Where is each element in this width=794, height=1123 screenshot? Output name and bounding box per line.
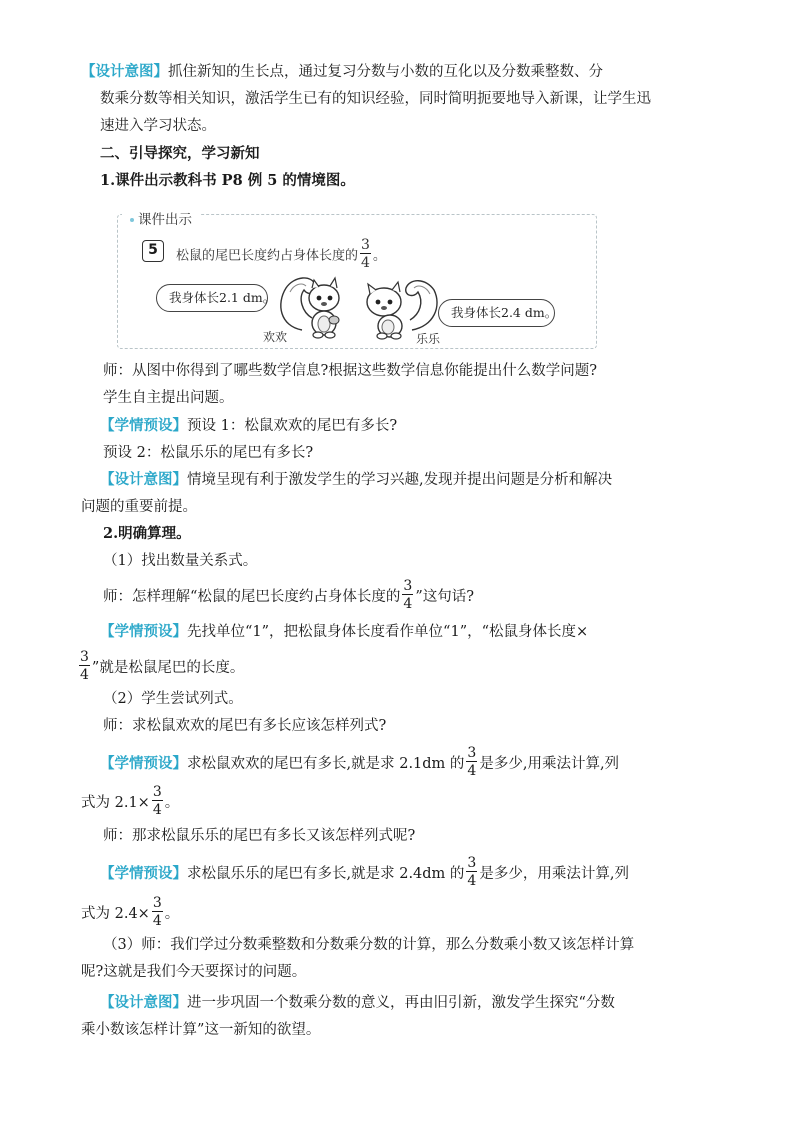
speech-bubble-lele: 我身体长2.4 dm。 bbox=[438, 299, 555, 327]
paragraph-line bbox=[77, 649, 717, 684]
fraction bbox=[152, 785, 163, 817]
step-heading: 2.明确算理。 bbox=[103, 525, 191, 542]
paragraph-line bbox=[100, 88, 740, 110]
paragraph-text: 数乘分数等相关知识，激活学生已有的知识经验，同时简明扼要地导入新课，让学生迅 bbox=[100, 91, 651, 107]
fraction-numerator: 3 bbox=[467, 855, 477, 871]
preset-text: 求松鼠乐乐的尾巴有多长,就是求 2.4dm 的 bbox=[187, 866, 465, 882]
paragraph-line bbox=[81, 895, 721, 930]
learning-preset-4 bbox=[100, 745, 740, 780]
paragraph-text: 情境呈现有利于激发学生的学习兴趣,发现并提出问题是分析和解决 bbox=[187, 472, 613, 488]
speech-bubble-huanhuan: 我身体长2.1 dm。 bbox=[156, 284, 268, 312]
design-intent-paragraph-1 bbox=[81, 61, 721, 83]
fraction bbox=[79, 650, 90, 682]
fraction-numerator: 3 bbox=[152, 895, 162, 911]
question-text: 师：怎样理解“松鼠的尾巴长度约占身体长度的 bbox=[103, 589, 401, 605]
learning-preset-3 bbox=[100, 621, 740, 643]
learning-preset-tag: 【学情预设】 bbox=[100, 623, 187, 640]
preset-text: ”就是松鼠尾巴的长度。 bbox=[91, 660, 245, 676]
fraction-numerator: 3 bbox=[467, 745, 477, 761]
question-text: ”这句话? bbox=[415, 589, 475, 605]
teacher-question-2 bbox=[103, 578, 743, 613]
learning-preset-tag: 【学情预设】 bbox=[100, 865, 187, 882]
sub-step-3: （3）师：我们学过分数乘整数和分数乘分数的计算，那么分数乘小数又该怎样计算 bbox=[103, 937, 635, 953]
problem-end: 。 bbox=[372, 248, 386, 264]
fraction-denominator: 4 bbox=[152, 913, 162, 929]
fraction bbox=[466, 856, 477, 888]
paragraph-line: 问题的重要前提。 bbox=[81, 499, 197, 515]
preset-text: 预设 1：松鼠欢欢的尾巴有多长? bbox=[187, 418, 398, 434]
example-number-badge: 5 bbox=[142, 240, 164, 262]
fraction bbox=[402, 579, 413, 611]
fraction-denominator: 4 bbox=[152, 802, 162, 818]
teacher-question-3: 师：求松鼠欢欢的尾巴有多长应该怎样列式? bbox=[103, 718, 387, 734]
section-heading: 二、引导探究，学习新知 bbox=[100, 145, 260, 162]
paragraph-text: 抓住新知的生长点，通过复习分数与小数的互化以及分数乘整数、分 bbox=[168, 64, 603, 80]
paragraph-text: 进一步巩固一个数乘分数的意义，再由旧引新，激发学生探究“分数 bbox=[187, 995, 615, 1011]
fraction bbox=[466, 746, 477, 778]
formula-text: 式为 2.1× bbox=[81, 795, 150, 811]
fraction-numerator: 3 bbox=[361, 237, 370, 253]
problem-text: 松鼠的尾巴长度约占身体长度的 bbox=[176, 248, 359, 264]
formula-end: 。 bbox=[164, 906, 180, 922]
fraction-numerator: 3 bbox=[80, 649, 89, 665]
preset-text: 求松鼠欢欢的尾巴有多长,就是求 2.1dm 的 bbox=[187, 756, 465, 772]
paragraph-line: 呢?这就是我们今天要探讨的问题。 bbox=[81, 964, 307, 980]
fraction-denominator: 4 bbox=[467, 763, 477, 779]
squirrel-name-huanhuan: 欢欢 bbox=[263, 330, 288, 344]
fraction-denominator: 4 bbox=[403, 596, 413, 612]
fraction-denominator: 4 bbox=[361, 255, 370, 271]
fraction-denominator: 4 bbox=[80, 667, 89, 683]
learning-preset-tag: 【学情预设】 bbox=[100, 417, 187, 434]
teacher-question-4: 师：那求松鼠乐乐的尾巴有多长又该怎样列式呢? bbox=[103, 828, 416, 844]
paragraph-text: 速进入学习状态。 bbox=[100, 118, 216, 134]
design-intent-paragraph-3 bbox=[100, 992, 740, 1014]
sub-step-1: （1）找出数量关系式。 bbox=[103, 553, 258, 569]
paragraph-line: 乘小数该怎样计算”这一新知的欲望。 bbox=[81, 1022, 321, 1038]
student-response-1: 学生自主提出问题。 bbox=[103, 390, 234, 406]
squirrel-name-lele: 乐乐 bbox=[416, 332, 441, 346]
design-intent-tag: 【设计意图】 bbox=[100, 471, 187, 488]
teacher-question-1: 师：从图中你得到了哪些数学信息?根据这些数学信息你能提出什么数学问题? bbox=[103, 363, 598, 379]
fraction-numerator: 3 bbox=[152, 784, 162, 800]
paragraph-line bbox=[100, 115, 740, 137]
formula-end: 。 bbox=[164, 795, 180, 811]
fraction-denominator: 4 bbox=[467, 873, 477, 889]
learning-preset-2: 预设 2：松鼠乐乐的尾巴有多长? bbox=[103, 445, 314, 461]
formula-text: 式为 2.4× bbox=[81, 906, 150, 922]
design-intent-tag: 【设计意图】 bbox=[100, 994, 187, 1011]
paragraph-line bbox=[81, 784, 721, 819]
courseware-label bbox=[122, 209, 200, 231]
fraction bbox=[360, 238, 371, 270]
learning-preset-5 bbox=[100, 855, 740, 890]
preset-text: 是多少，用乘法计算,列 bbox=[479, 866, 629, 882]
learning-preset-tag: 【学情预设】 bbox=[100, 755, 187, 772]
design-intent-tag: 【设计意图】 bbox=[81, 63, 168, 80]
learning-preset-1 bbox=[100, 415, 740, 437]
fraction bbox=[152, 896, 163, 928]
preset-text: 先找单位“1”，把松鼠身体长度看作单位“1”，“松鼠身体长度× bbox=[187, 624, 589, 640]
fraction-numerator: 3 bbox=[403, 578, 413, 594]
design-intent-paragraph-2 bbox=[100, 469, 740, 491]
courseware-label-text: 课件出示 bbox=[138, 212, 192, 228]
bullet-icon bbox=[130, 218, 134, 222]
sub-step-2: （2）学生尝试列式。 bbox=[103, 691, 243, 707]
step-heading: 1.课件出示教科书 P8 例 5 的情境图。 bbox=[100, 172, 355, 189]
preset-text: 是多少,用乘法计算,列 bbox=[479, 756, 620, 772]
